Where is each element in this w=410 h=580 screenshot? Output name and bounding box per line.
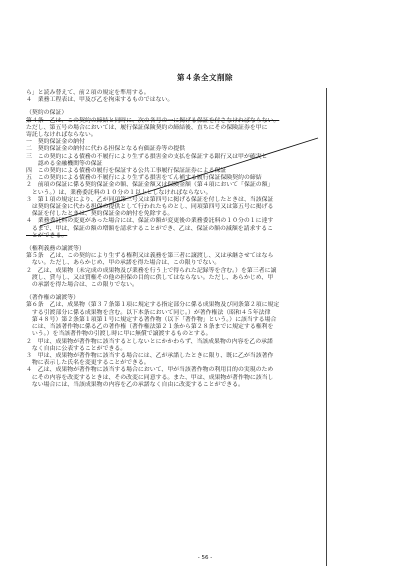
article-line: 第４８号）第２条第１項第１号に規定する著作物（以下「著作物」という。）に該当する場合 — [26, 316, 277, 323]
article-line: ２ 乙は、成果物（未完成の成果物及び業務を行う上で得られた記録等を含む。）を第三者に譲 — [26, 267, 277, 274]
article-line: 二 契約保証金の納付に代わる担保となる有価証券等の提供 — [26, 146, 186, 153]
article-line: ない。ただし、あらかじめ、甲の承諾を得た場合は、この限りでない。 — [26, 260, 221, 267]
article-line: 第５条 乙は、この契約により生ずる権利又は義務を第三者に譲渡し、又は承継させてはなら — [26, 253, 274, 260]
article-line: 四 この契約による債務の履行を保証する公共工事履行保証証券による保証 — [26, 168, 227, 175]
article-line: 一 契約保証金の納付 — [26, 139, 85, 146]
article-line: 寄託しなければならない。 — [26, 132, 97, 139]
article-line: 第４条 乙は、この契約の締結と同時に、次の各号の一に掲げる保証を付さなければならない。 — [26, 117, 280, 124]
article-line: にその内容を改変するときは、その改変に同意する。また、甲は、成果物が著作物に該当し — [26, 374, 274, 381]
article-line: ２ 甲は、成果物が著作物に該当するとしないとにかかわらず、当該成果物の内容を乙の承諾 — [26, 338, 273, 345]
section-heading-assignment: （権利義務の譲渡等） — [26, 246, 85, 253]
diagonal-strike-line — [40, 138, 318, 226]
article-line: ３ 第１項の規定により、乙が同項第三号又は第四号に掲げる保証を付したときは、当該保証 — [26, 196, 274, 203]
section-heading-contract-guarantee: （契約の保証） — [26, 110, 68, 117]
article-line: ３ 甲は、成果物が著作物に該当する場合には、乙が承諾したときに限り、既に乙が当該著作 — [26, 352, 274, 359]
article-line: には、当該著作物に係る乙の著作権（著作権法第２１条から第２８条までに規定する権利を — [26, 324, 274, 331]
article-line: ４ 乙は、成果物が著作物に該当する場合において、甲が当該著作物の利用目的の実現のため — [26, 367, 274, 374]
article-line: 第６条 乙は、成果物（第３７条第１項に規定する指定部分に係る成果物及び同条第２項に規定 — [26, 302, 280, 309]
article-line: 渡し、貸与し、又は質権その他の担保の目的に供してはならない。ただし、あらかじめ、甲 — [26, 274, 274, 281]
article-line: は契約保証金に代わる担保の提供として行われたものとし、同項第四号又は第五号に掲げる — [26, 204, 274, 211]
article-line: いう。）を当該著作物の引渡し時に甲に無償で譲渡するものとする。 — [26, 331, 212, 338]
section-heading-copyright: （著作権の譲渡等） — [26, 295, 80, 302]
article-line: ２ 前項の保証に係る契約保証金の額、保証金額又は保険金額（第４項において「保証の額」 — [26, 182, 274, 189]
article-line: ただし、第五号の場合においては、履行保証保険契約の締結後、直ちにその保険証券を甲に — [26, 124, 268, 131]
article-line: 保証を付したときは、契約保証金の納付を免除する。 — [26, 211, 174, 218]
page-title: 第４条全文削除 — [177, 73, 233, 82]
article-line: という。）は、業務委託料の１０分の１以上としなければならない。 — [26, 189, 212, 196]
article-line: なく自由に公表することができる。 — [26, 345, 127, 352]
article-line: する引渡部分に係る成果物を含む。以下本条において同じ。）が著作権法（昭和４５年法律 — [26, 309, 271, 316]
article-line: 認める金融機関等の保証 — [26, 160, 103, 167]
article-line: 五 この契約による債務の不履行により生ずる損害をてん補する履行保証保険契約の締結 — [26, 175, 262, 182]
article-line: の承諾を得た場合は、この限りでない。 — [26, 282, 138, 289]
article-line: ４ 業務委託料の変更があった場合には、保証の額が変更後の業務委託料の１０分の１に達す — [26, 218, 274, 225]
intro-line: ら」と読み替えて、前２項の規定を準用する。 — [26, 90, 150, 96]
article-line: るまで、甲は、保証の額の増額を請求することができ、乙は、保証の額の減額を請求するこ — [26, 225, 274, 232]
page-number: - 56 - — [197, 555, 213, 561]
article-line: とができる。 — [26, 232, 68, 239]
article-line: 三 この契約による債務の不履行により生ずる損害金の支払を保証する銀行又は甲が確実と — [26, 153, 268, 160]
article-line: 物に表示した氏名を変更することができる。 — [26, 360, 150, 367]
intro-line: ４ 業務工程表は、甲及び乙を拘束するものではない。 — [26, 97, 174, 104]
article-line: ない場合には、当該成果物の内容を乙の承諾なく自由に改変することができる。 — [26, 381, 244, 388]
